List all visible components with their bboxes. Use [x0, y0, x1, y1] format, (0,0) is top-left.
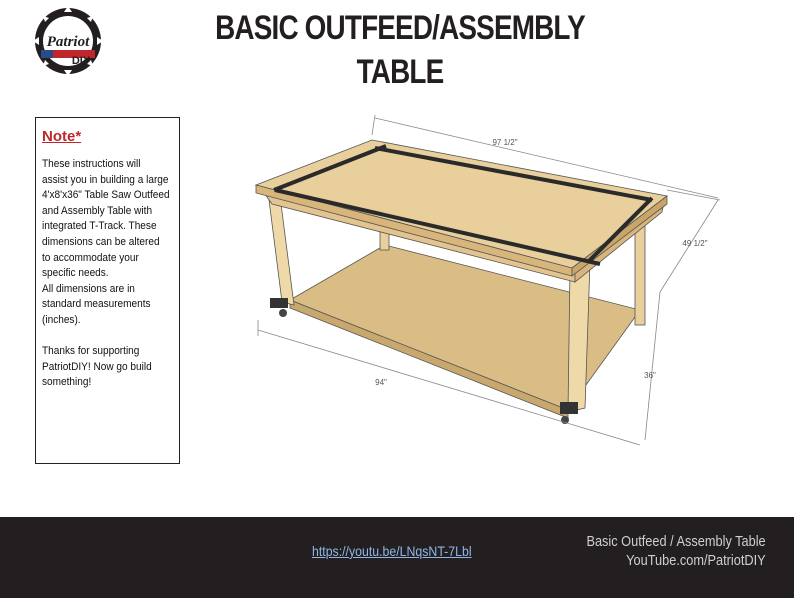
page-title: BASIC OUTFEED/ASSEMBLY TABLE [215, 9, 585, 91]
front-leg-right [568, 262, 590, 412]
footer-caption [587, 533, 766, 571]
footer-caption-line2: YouTube.com/PatriotDIY [626, 553, 766, 569]
logo-text-top: Patriot [46, 34, 90, 50]
note-box [35, 117, 180, 464]
caster-left [270, 298, 288, 317]
footer-bar [0, 517, 794, 598]
dim-top-width: 49 1/2" [682, 239, 708, 248]
footer-caption-line1: Basic Outfeed / Assembly Table [586, 534, 766, 550]
dim-top-length: 97 1/2" [492, 138, 518, 147]
note-heading: Note* [42, 128, 82, 145]
dim-height: 36" [644, 371, 656, 380]
flag-canton [41, 50, 53, 58]
note-body: These instructions will assist you in building a large 4'x8'x36" Table Saw Outfeed and Assembly Table with integrated T-Track. These dimensions can be altered to accommodate your specific needs. All dimensions are in standard measurements (inches). Thanks for supporting PatriotDIY! Now go build something! [42, 158, 170, 389]
patriot-diy-logo [33, 6, 103, 76]
dim-bottom-length: 94" [375, 378, 387, 387]
table-drawing [230, 100, 730, 460]
dim-line-height [645, 292, 660, 440]
caster-right [560, 402, 578, 424]
logo-text-bottom: DIY [71, 55, 91, 67]
youtube-link[interactable]: https://youtu.be/LNqsNT-7Lbl [312, 543, 472, 559]
